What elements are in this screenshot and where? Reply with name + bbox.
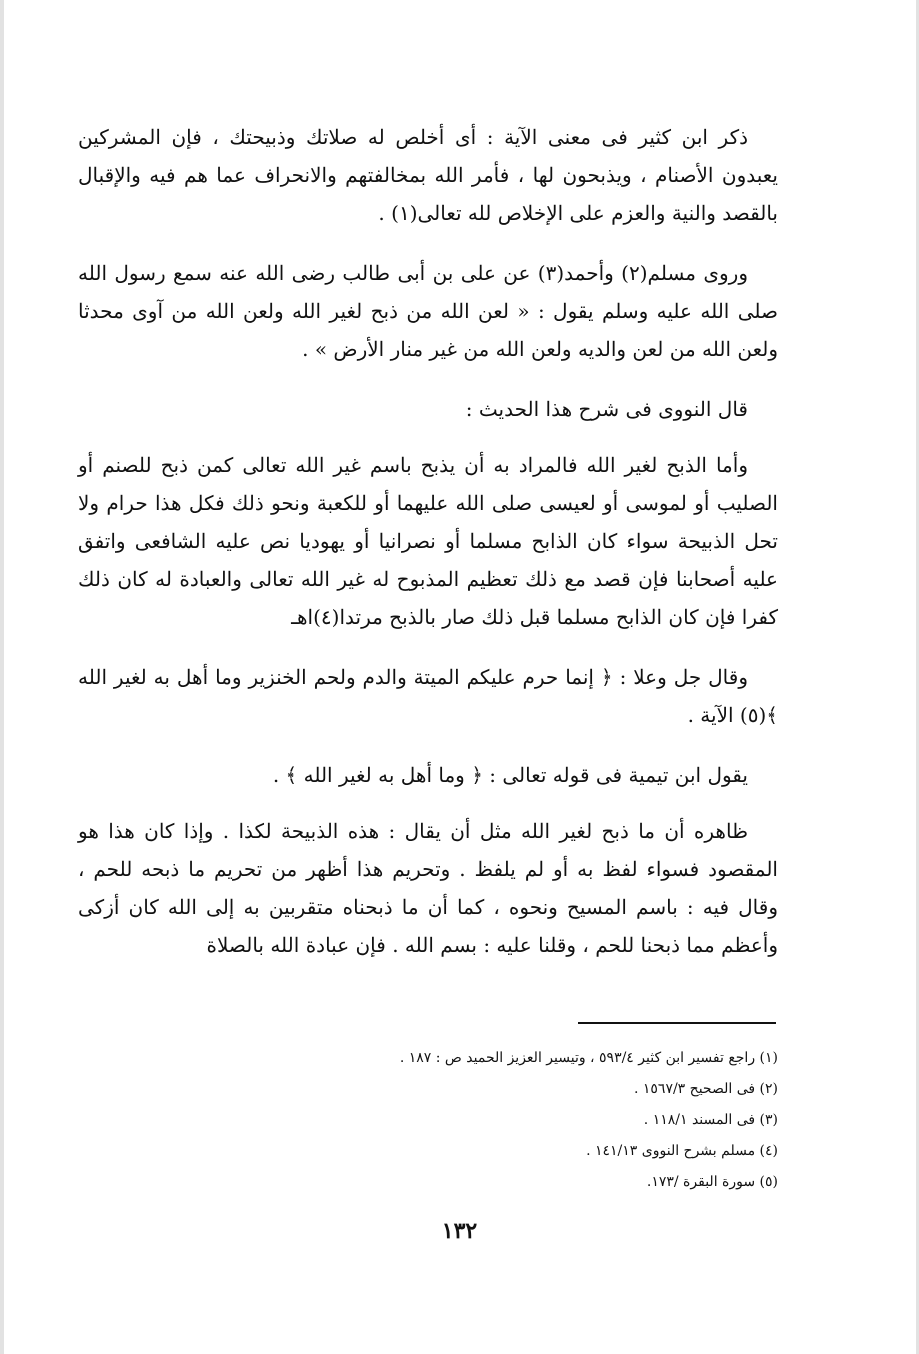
paragraph-ibn-taymiyya-commentary: ظاهره أن ما ذبح لغير الله مثل أن يقال : هذه الذبيحة لكذا . وإذا كان هذا هو المقصود فسواء لفظ به أو لم يلفظ . وتحريم هذا أظهر من تحريم ما ذبحه للحم ، وقال فيه : باسم المسيح ونحوه ، كما أن ما ذبحناه متقربين به إلى الله كان أزكى وأعظم مما ذبحنا للحم ، وقلنا عليه : بسم الله . فإن عبادة الله بالصلاة [78, 819, 778, 957]
main-text [78, 118, 778, 986]
paragraph-ibn-taymiyya-intro: يقول ابن تيمية فى قوله تعالى : ﴿ وما أهل به لغير الله ﴾ . [272, 763, 748, 787]
footnote-4: (٤) مسلم بشرح النووى ١٤١/١٣ . [586, 1143, 778, 1159]
paragraph-quran-verse: وقال جل وعلا : ﴿ إنما حرم عليكم الميتة والدم ولحم الخنزير وما أهل به لغير الله ﴾(٥) الآية . [78, 665, 778, 727]
footnote-separator [578, 1022, 776, 1024]
paragraph-nawawi-intro: قال النووى فى شرح هذا الحديث : [465, 397, 748, 421]
footnote-3: (٣) فى المسند ١١٨/١ . [643, 1112, 778, 1128]
page-number: ١٣٢ [441, 1218, 478, 1244]
footnotes [158, 1043, 778, 1198]
paragraph-hadith: وروى مسلم(٢) وأحمد(٣) عن على بن أبى طالب رضى الله عنه سمع رسول الله صلى الله عليه وسلم يقول : « لعن الله من ذبح لغير الله ولعن الله من آوى محدثا ولعن الله من لعن والديه ولعن الله من غير منار الأرض » . [78, 261, 778, 361]
paragraph-ibn-kathir: ذكر ابن كثير فى معنى الآية : أى أخلص له صلاتك وذبيحتك ، فإن المشركين يعبدون الأصنام ، ويذبحون لها ، فأمر الله بمخالفتهم والانحراف عما هم فيه والإقبال بالقصد والنية والعزم على الإخلاص لله تعالى(١) . [78, 125, 778, 225]
paragraph-nawawi-commentary: وأما الذبح لغير الله فالمراد به أن يذبح باسم غير الله تعالى كمن ذبح للصنم أو الصليب أو لموسى أو لعيسى صلى الله عليهما أو للكعبة ونحو ذلك فكل هذا حرام ولا تحل الذبيحة سواء كان الذابح مسلما أو نصرانيا أو يهوديا نص عليه الشافعى واتفق عليه أصحابنا فإن قصد مع ذلك تعظيم المذبوح له غير الله تعالى والعبادة له كان ذلك كفرا فإن كان الذابح مسلما قبل ذلك صار بالذبح مرتدا(٤)اهـ [78, 453, 778, 629]
footnote-5: (٥) سورة البقرة /١٧٣. [646, 1174, 778, 1190]
scan-edge-left [0, 0, 4, 1354]
footnote-1: (١) راجع تفسير ابن كثير ٥٩٣/٤ ، وتيسير العزيز الحميد ص : ١٨٧ . [399, 1050, 778, 1066]
footnote-2: (٢) فى الصحيح ١٥٦٧/٣ . [633, 1081, 778, 1097]
